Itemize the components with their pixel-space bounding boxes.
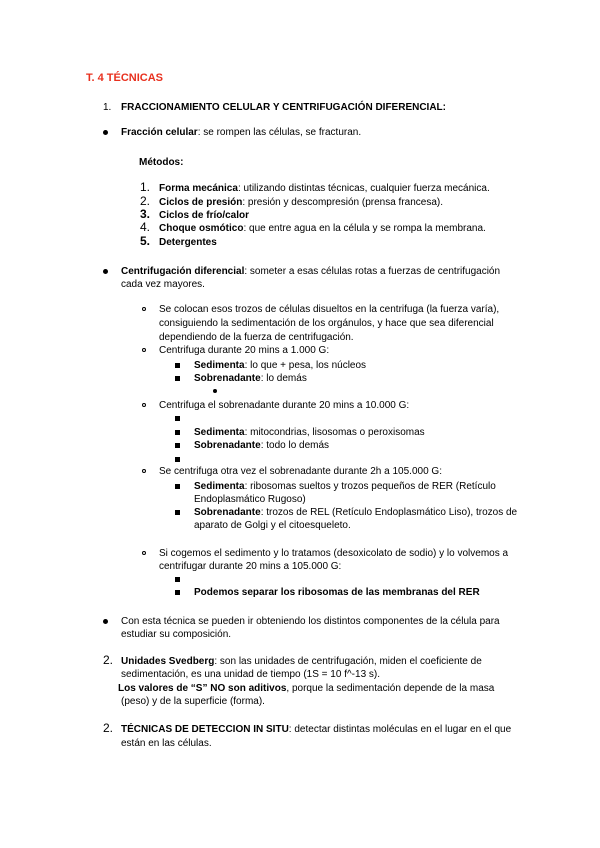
- square-bullet-icon: [175, 577, 180, 582]
- section-2-text: [121, 655, 482, 668]
- circle-bullet-icon: [142, 403, 146, 407]
- term: Forma mecánica: [159, 183, 238, 194]
- circle-bullet-icon: [142, 469, 146, 473]
- section-3-text: [121, 723, 511, 736]
- bullet-text: estudiar su composición.: [121, 629, 232, 640]
- square-item: [194, 480, 496, 493]
- term: Sedimenta: [194, 360, 245, 371]
- section-3-number: 2.: [103, 721, 114, 735]
- term: Centrifugación diferencial: [121, 266, 245, 277]
- circle-item-text: Se colocan esos trozos de células disueltos en la centrifuga (la fuerza varía),: [159, 304, 500, 315]
- bullet-fraccion-celular: [121, 126, 361, 139]
- section-1-heading: FRACCIONAMIENTO CELULAR Y CENTRIFUGACIÓN DIFERENCIAL:: [121, 102, 446, 113]
- definition: : ribosomas sueltos y trozos pequeños de RER (Retículo: [244, 481, 496, 492]
- method-number: 4.: [140, 220, 151, 234]
- section-1-number: 1.: [103, 102, 112, 113]
- square-item: [194, 372, 307, 385]
- term: Sobrenadante: [194, 507, 261, 518]
- empty-bullet-icon: [213, 389, 217, 393]
- definition: : mitocondrias, lisosomas o peroxisomas: [244, 427, 425, 438]
- section-2-text: sedimentación, es una unidad de tiempo (1S = 10 f^-13 s).: [121, 669, 381, 680]
- square-bullet-icon: [175, 416, 180, 421]
- term: Choque osmótico: [159, 223, 244, 234]
- method-number: 2.: [140, 194, 151, 208]
- definition: : someter a esas células rotas a fuerzas de centrifugación: [244, 266, 501, 277]
- circle-bullet-icon: [142, 551, 146, 555]
- square-bullet-icon: [175, 590, 180, 595]
- square-bullet-icon: [175, 484, 180, 489]
- circle-item-text: Centrifuga el sobrenadante durante 20 mins a 10.000 G:: [159, 400, 410, 411]
- term: Sobrenadante: [194, 440, 261, 451]
- definition: : utilizando distintas técnicas, cualquier fuerza mecánica.: [237, 183, 490, 194]
- definition: : son las unidades de centrifugación, miden el coeficiente de: [214, 656, 482, 667]
- square-bullet-icon: [175, 363, 180, 368]
- bullet-icon: [103, 269, 108, 274]
- method-item: [159, 222, 486, 235]
- term: Sobrenadante: [194, 373, 261, 384]
- term: Sedimenta: [194, 481, 245, 492]
- definition: : trozos de REL (Retículo Endoplasmático Liso), trozos de: [260, 507, 518, 518]
- square-bullet-icon: [175, 376, 180, 381]
- circle-item-text: Centrifuga durante 20 mins a 1.000 G:: [159, 345, 330, 356]
- circle-bullet-icon: [142, 348, 146, 352]
- method-number: 5.: [140, 234, 151, 248]
- method-number: 1.: [140, 180, 151, 194]
- definition: : lo que + pesa, los núcleos: [244, 360, 367, 371]
- square-bullet-icon: [175, 510, 180, 515]
- square-item: [194, 439, 329, 452]
- circle-item-text: dependiendo de la fuerza de centrifugación.: [159, 332, 354, 343]
- term: Fracción celular: [121, 127, 198, 138]
- bullet-centrifugacion: [121, 265, 500, 278]
- method-item: [159, 196, 443, 209]
- definition: : lo demás: [260, 373, 307, 384]
- method-item: [159, 209, 249, 222]
- definition: : que entre agua en la célula y se rompa la membrana.: [243, 223, 486, 234]
- square-bullet-icon: [175, 430, 180, 435]
- method-item: [159, 182, 490, 195]
- square-item-cont: aparato de Golgi y el citoesqueleto.: [194, 520, 351, 531]
- square-bullet-icon: [175, 443, 180, 448]
- section-2-text: [118, 682, 494, 695]
- document-title: T. 4 TÉCNICAS: [86, 72, 164, 84]
- square-item-cont: Endoplasmático Rugoso): [194, 494, 306, 505]
- section-2-text: (peso) y de la superficie (forma).: [121, 696, 265, 707]
- bullet-icon: [103, 619, 108, 624]
- square-bullet-icon: [175, 457, 180, 462]
- bullet-icon: [103, 130, 108, 135]
- section-3-text: están en las células.: [121, 738, 212, 749]
- section-2-number: 2.: [103, 653, 114, 667]
- term: Unidades Svedberg: [121, 656, 215, 667]
- circle-item-text: Si cogemos el sedimento y lo tratamos (desoxicolato de sodio) y lo volvemos a: [159, 548, 509, 559]
- definition: , porque la sedimentación depende de la masa: [286, 683, 495, 694]
- bullet-text: Con esta técnica se pueden ir obteniendo los distintos componentes de la célula para: [121, 616, 500, 627]
- square-item: [194, 359, 366, 372]
- method-number: 3.: [140, 207, 151, 221]
- circle-item-text: Se centrifuga otra vez el sobrenadante durante 2h a 105.000 G:: [159, 466, 442, 477]
- circle-item-text: centrifugar durante 20 mins a 105.000 G:: [159, 561, 342, 572]
- definition: : se rompen las células, se fracturan.: [197, 127, 362, 138]
- square-item: [194, 426, 425, 439]
- term: Ciclos de presión: [159, 197, 243, 208]
- circle-item-text: consiguiendo la sedimentación de los orgánulos, y hace que sea diferencial: [159, 318, 494, 329]
- term: Detergentes: [159, 237, 217, 248]
- square-item: Podemos separar los ribosomas de las membranas del RER: [194, 587, 480, 598]
- bullet-centrifugacion-cont: cada vez mayores.: [121, 279, 205, 290]
- term: Ciclos de frío/calor: [159, 210, 250, 221]
- metodos-label: Métodos:: [139, 157, 184, 168]
- term: Sedimenta: [194, 427, 245, 438]
- definition: : detectar distintas moléculas en el lugar en el que: [288, 724, 512, 735]
- term: TÉCNICAS DE DETECCION IN SITU: [121, 724, 289, 735]
- circle-bullet-icon: [142, 307, 146, 311]
- term: Los valores de “S” NO son aditivos: [118, 683, 287, 694]
- square-item: [194, 506, 517, 519]
- method-item: [159, 236, 217, 249]
- definition: : todo lo demás: [260, 440, 330, 451]
- definition: : presión y descompresión (prensa francesa).: [242, 197, 444, 208]
